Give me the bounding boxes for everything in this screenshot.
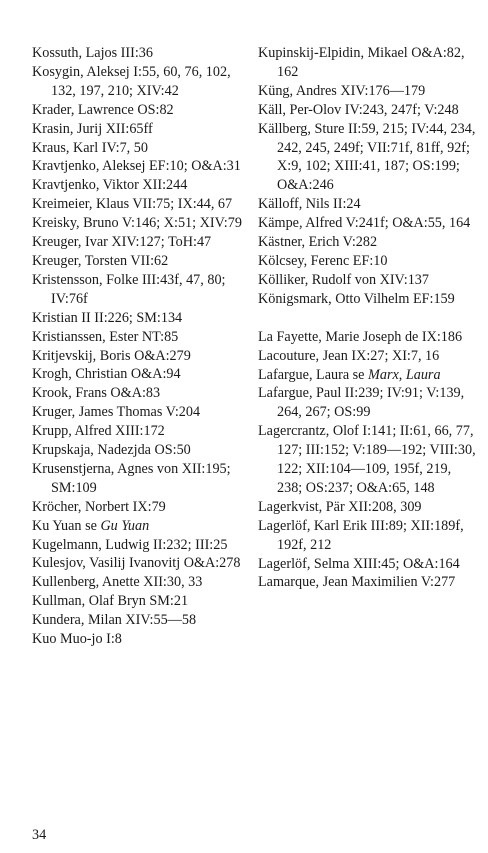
index-entry [32,44,250,63]
index-entry-text: Krupp, Alfred XIII:172 [32,423,165,440]
index-entry [32,120,250,139]
index-entry-text: Krupskaja, Nadezjda OS:50 [32,442,191,459]
index-entry [32,195,250,214]
index-entry [32,328,250,347]
index-entry [32,347,250,366]
index-entry-text: Kruger, James Thomas V:204 [32,404,201,421]
index-entry [32,365,250,384]
index-entry [258,82,478,101]
index-entry-text: Kosygin, Aleksej I:55, 60, 76, 102, 132, 197, 210; XIV:42 [32,63,231,99]
index-entry [258,498,478,517]
index-entry [32,139,250,158]
index-entry-text: Källberg, Sture II:59, 215; IV:44, 234, 242, 245, 249f; VII:71f, 81ff, 92f; X:9, 102; XIII:41, 187; OS:199; O&A:246 [258,120,476,194]
index-entry-text: Lamarque, Jean Maximilien V:277 [258,574,456,591]
index-entry [32,63,250,101]
index-entry [32,460,250,498]
index-entry-text: Kristianssen, Ester NT:85 [32,328,179,345]
page-number: 34 [32,827,47,843]
index-entry-text: Königsmark, Otto Vilhelm EF:159 [258,290,455,307]
index-entry [32,592,250,611]
index-entry [258,271,478,290]
index-entry-text: Kugelmann, Ludwig II:232; III:25 [32,536,228,553]
index-entry-text: Lagerlöf, Selma XIII:45; O&A:164 [258,555,460,572]
index-entry [32,384,250,403]
index-entry-text: Kreimeier, Klaus VII:75; IX:44, 67 [32,196,233,213]
index-entry [258,101,478,120]
index-entry [32,233,250,252]
index-entry [258,517,478,555]
index-entry-text: Ku Yuan se [32,517,101,534]
index-entry-text: Källoff, Nils II:24 [258,196,361,213]
index-entry-text: Kravtjenko, Aleksej EF:10; O&A:31 [32,158,241,175]
index-entry-text: Kämpe, Alfred V:241f; O&A:55, 164 [258,215,471,232]
index-entry-text: Kölliker, Rudolf von XIV:137 [258,271,429,288]
index-entry [258,573,478,592]
index-entry-text: Kästner, Erich V:282 [258,234,378,251]
index-entry [258,120,478,196]
index-entry-text: Käll, Per-Olov IV:243, 247f; V:248 [258,101,459,118]
index-entry [32,214,250,233]
index-entry-text: Kravtjenko, Viktor XII:244 [32,177,188,194]
index-entry-text: Kölcsey, Ferenc EF:10 [258,252,388,269]
index-entry-text: Küng, Andres XIV:176—179 [258,82,426,99]
index-entry-text: Krader, Lawrence OS:82 [32,101,174,118]
index-entry-text: Lafargue, Paul II:239; IV:91; V:139, 264, 267; OS:99 [258,385,465,421]
index-entry [258,44,478,82]
index-entry [258,328,478,347]
index-entry [32,573,250,592]
index-entry [258,195,478,214]
index-entry-text: Kulesjov, Vasilij Ivanovitj O&A:278 [32,555,241,572]
index-entry-text: Kuo Muo-jo I:8 [32,631,122,648]
index-entry-text: Lagerlöf, Karl Erik III:89; XII:189f, 192f, 212 [258,517,464,553]
index-entry [32,422,250,441]
index-entry-text: Kreuger, Ivar XIV:127; ToH:47 [32,234,212,251]
index-entry-text: Krusenstjerna, Agnes von XII:195; SM:109 [32,460,231,496]
index-entry [32,611,250,630]
index-entry-text: Kullman, Olaf Bryn SM:21 [32,593,189,610]
index-entry [258,214,478,233]
index-entry [32,536,250,555]
index-entry [258,347,478,366]
index-entry-text: Krogh, Christian O&A:94 [32,366,181,383]
index-entry-text: Kupinskij-Elpidin, Mikael O&A:82, 162 [258,45,465,80]
index-entry [32,441,250,460]
index-entry [258,384,478,422]
index-entry [258,555,478,574]
index-entry [258,422,478,498]
index-entry-text: La Fayette, Marie Joseph de IX:186 [258,328,463,345]
index-entry-text: Kristian II II:226; SM:134 [32,309,183,326]
index-entry-text: Lagerkvist, Pär XII:208, 309 [258,498,422,515]
index-entry-text: Kristensson, Folke III:43f, 47, 80; IV:76f [32,271,226,307]
index-entry [32,498,250,517]
index-entry [258,252,478,271]
index-entry [32,554,250,573]
index-entry-text: Kröcher, Norbert IX:79 [32,498,166,515]
index-entry-text: Lagercrantz, Olof I:141; II:61, 66, 77, 127; III:152; V:189—192; VIII:30, 122; XII:104—109, 195f, 219, 238; OS:237; O&A:65, 148 [258,423,476,496]
cross-reference: Gu Yuan [100,517,150,534]
index-entry [32,252,250,271]
index-entry [32,101,250,120]
index-entry-text: Krook, Frans O&A:83 [32,385,161,402]
index-entry-text: Kreuger, Torsten VII:62 [32,252,169,269]
index-entry [32,517,250,536]
index-entry-text: Kundera, Milan XIV:55—58 [32,612,197,629]
index-entry-text: Krasin, Jurij XII:65ff [32,120,153,137]
index-entry-text: Kossuth, Lajos III:36 [32,45,153,61]
index-entry-text: Kullenberg, Anette XII:30, 33 [32,574,203,591]
index-entry [32,309,250,328]
index-entry [258,366,478,385]
index-entry [32,157,250,176]
cross-reference: Marx, Laura [368,366,441,383]
index-entry [32,176,250,195]
index-entry-text: Kreisky, Bruno V:146; X:51; XIV:79 [32,215,242,232]
index-entry-text: Kritjevskij, Boris O&A:279 [32,347,191,364]
index-entry [32,271,250,309]
index-column-left [32,44,250,649]
index-entry-text: Lacouture, Jean IX:27; XI:7, 16 [258,347,440,364]
index-column-right [258,44,478,592]
index-entry [258,290,478,309]
index-entry [32,630,250,649]
index-entry-text: Lafargue, Laura se [258,366,369,383]
index-entry [258,233,478,252]
index-entry [32,403,250,422]
index-entry-text: Kraus, Karl IV:7, 50 [32,139,148,156]
